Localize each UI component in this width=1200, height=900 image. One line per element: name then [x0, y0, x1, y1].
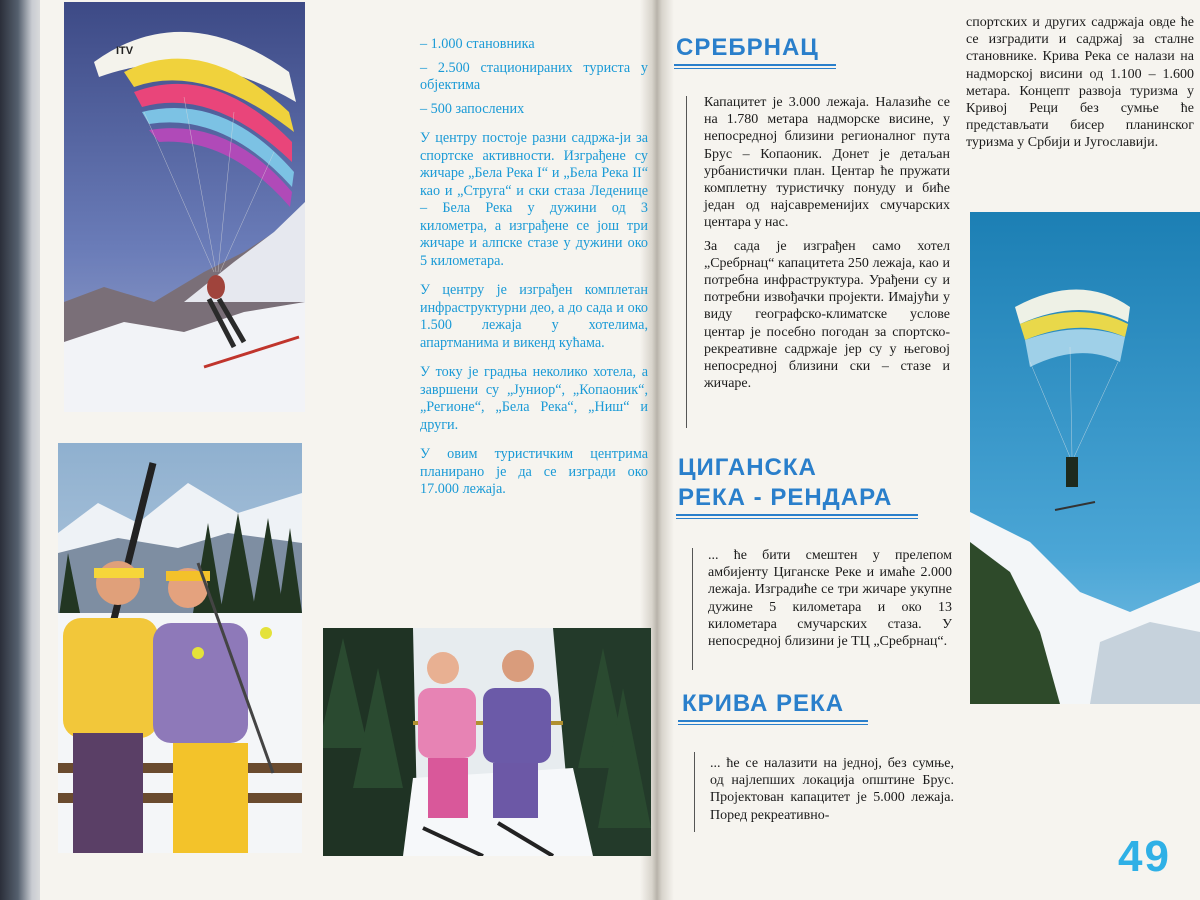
paraglider-skier-photo	[64, 2, 305, 412]
ciganska-side-bar	[692, 548, 693, 670]
srebrnac-heading: СРЕБРНАЦ	[676, 34, 819, 61]
kriva-heading-underline	[678, 720, 868, 722]
chairlift-photo	[323, 628, 651, 856]
kriva-paragraph: ... ће се налазити на једној, без сумње, од најлепших локација општине Брус. Пројектован капацитет је 5.000 лежаја. Поред рекреативно-	[710, 756, 954, 823]
ciganska-heading-line2: РЕКА - РЕНДАРА	[678, 484, 893, 511]
kriva-heading: КРИВА РЕКА	[682, 690, 845, 717]
kriva-side-bar	[694, 752, 695, 832]
left-paragraph-4: У овим туристичким центрима планирано је да се изгради око 17.000 лежаја.	[420, 446, 648, 497]
stat-employees: – 500 запослених	[420, 100, 525, 117]
kriva-heading-underline-thin	[678, 724, 868, 725]
stat-residents: – 1.000 становника	[420, 36, 535, 52]
kriva-text	[710, 755, 954, 830]
ciganska-heading-underline	[676, 514, 918, 516]
stat-tourists: – 2.500 стационираних туриста у објектима	[420, 59, 648, 93]
ciganska-text	[708, 547, 952, 656]
ciganska-heading-underline-thin	[676, 518, 918, 519]
srebrnac-text	[704, 94, 950, 398]
srebrnac-heading-underline	[674, 64, 836, 66]
srebrnac-heading-underline-thin	[674, 68, 836, 69]
srebrnac-paragraph-2: За сада је изграђен само хотел „Сребрнац“ капацитета 250 лежаја, као и потребна инфраструктура. Урађени су и потребни извођачки пројекти. Имајући у виду географско-климатске услове центар је посебно погодан за спортско-рекреативне садржаје јер су у његовој непосредној близини ски – стазе и жичаре.	[704, 238, 950, 392]
left-paragraph-1: У центру постоје разни садржа-ји за спортске активности. Изграђене су жичаре „Бела Река I“ и „Бела Река II“ као и „Струга“ и ски стаза Леденице – Бела Река у дужини од 3 километра, а изграђене се још три жичаре и алпске стазе у дужини око 5 километара.	[420, 130, 648, 269]
srebrnac-side-bar	[686, 96, 687, 428]
ciganska-heading-line1: ЦИГАНСКА	[678, 454, 817, 481]
page-number: 49	[1118, 832, 1171, 881]
left-paragraph-3: У току је градња неколико хотела, а завршени су „Јуниор“, „Копаоник“, „Регионе“, „Бела Река“, „Ниш“ и други.	[420, 364, 648, 433]
left-paragraph-2: У центру је изграђен комплетан инфраструктурни део, а до сада и око 1.500 лежаја у хотелима, апартманима и викенд кућама.	[420, 282, 648, 351]
right-column-paragraph: спортских и других садржаја овде ће се изградити и садржај за сталне становнике. Крива Река се налази на надморској висини од 1.100 – 1.600 метара. Концепт развоја туризма у Кривој Реци без сумње ће представљати бисер планинског туризма у Србији и Југославији.	[966, 15, 1194, 151]
ciganska-paragraph: ... ће бити смештен у прелепом амбијенту Циганске Реке и имаће 2.000 лежаја. Изградиће се три жичаре укупне дужине 5 километара и око 13 километара смучарских стаза. У непосредној близини је ТЦ „Сребрнац“.	[708, 548, 952, 650]
paraglider-mountain-photo	[970, 212, 1200, 704]
left-text-column	[420, 36, 648, 505]
srebrnac-paragraph-1: Капацитет је 3.000 лежаја. Налазиће се на 1.780 метара надморске висине, у непосредној близини регионалног пута Брус – Копаоник. Донет је детаљан урбанистички план. Центар ће пружати комплетну туристичку понуду и биће један од најсавременијих смучарских центара у нас.	[704, 95, 950, 231]
couple-skiers-photo	[58, 443, 302, 853]
glider-brand-text: ITV	[116, 45, 134, 57]
right-column-text	[966, 14, 1194, 158]
